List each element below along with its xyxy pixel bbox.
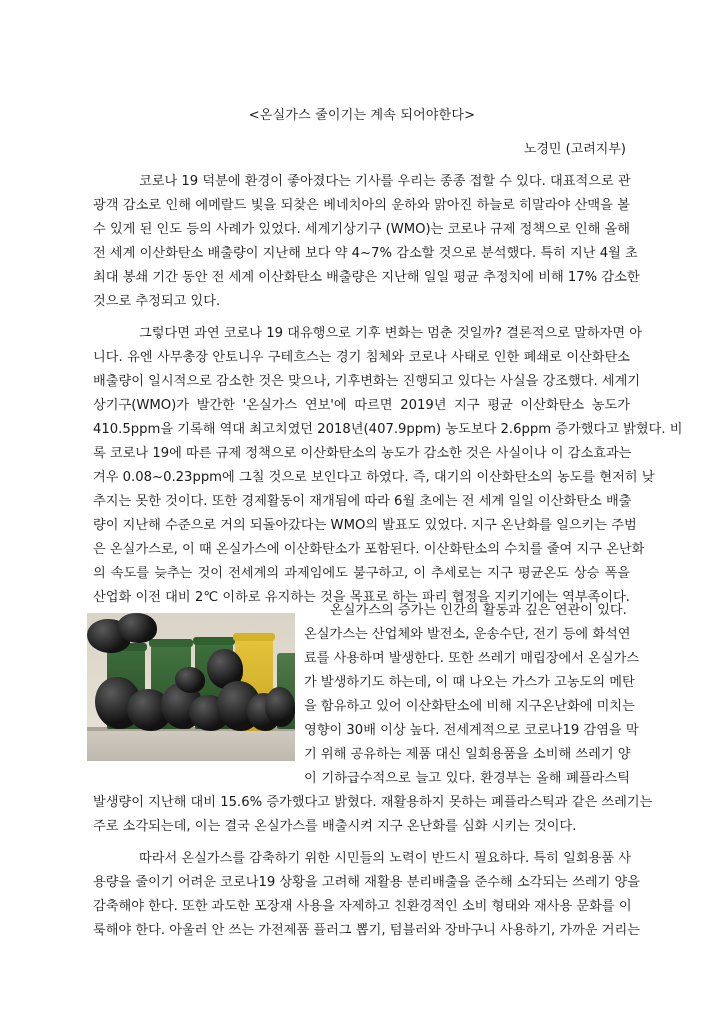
paragraph-4-line: 따라서 온실가스를 감축하기 위한 시민들의 노력이 반드시 필요하다. 특히 일회용품 사 (139, 851, 631, 866)
paragraph-3-line: 영향이 30배 이상 높다. 전세계적으로 코로나19 감염을 막 (304, 723, 639, 738)
paragraph-3-line: 주로 소각되는데, 이는 결국 온실가스를 배출시켜 지구 온난화를 심화 시키는 것이다. (93, 819, 577, 834)
paragraph-1-line: 최대 봉쇄 기간 동안 전 세계 이산화탄소 배출량은 지난해 일일 평균 추정치에 비해 17% 감소한 (93, 270, 640, 285)
paragraph-2-line: 추지는 못한 것이다. 또한 경제활동이 재개됨에 따라 6월 초에는 전 세계 일일 이산화탄소 배출 (93, 494, 632, 509)
paragraph-1-line: 수 있게 된 인도 등의 사례가 있었다. 세계기상기구 (WMO)는 코로나 규제 정책으로 인해 올해 (93, 222, 630, 237)
paragraph-2-line: 록 코로나 19에 따른 규제 정책으로 이산화탄소의 농도가 감소한 것은 사실이나 이 감소효과는 (93, 446, 632, 461)
paragraph-4-line: 용량을 줄이기 어려운 코로나19 상황을 고려해 재활용 분리배출을 준수해 소각되는 쓰레기 양을 (93, 875, 640, 890)
paragraph-1-line: 것으로 추정되고 있다. (93, 294, 221, 309)
paragraph-3-line: 이 기하급수적으로 늘고 있다. 환경부는 올해 폐플라스틱 (304, 771, 630, 786)
paragraph-3-line: 온실가스는 산업체와 발전소, 운송수단, 전기 등에 화석연 (304, 627, 631, 642)
document-title: <온실가스 줄이기는 계속 되어야한다> (248, 108, 476, 123)
paragraph-2-line: 410.5ppm을 기록해 역대 최고치였던 2018년(407.9ppm) 농도보다 2.6ppm 증가했다고 밝혔다. 비 (93, 422, 683, 437)
paragraph-2-line: 량이 지난해 수준으로 거의 되돌아갔다는 WMO의 발표도 있었다. 지구 온난화를 일으키는 주범 (93, 518, 637, 533)
paragraph-1-line: 코로나 19 덕분에 환경이 좋아졌다는 기사를 우리는 종종 접할 수 있다. 대표적으로 관 (139, 174, 631, 189)
paragraph-3-line: 가 발생하기도 하는데, 이 때 나오는 가스가 고농도의 메탄 (304, 675, 635, 690)
paragraph-2-line: 겨우 0.08~0.23ppm에 그칠 것으로 보인다고 하였다. 즉, 대기의 이산화탄소의 농도를 현저히 낮 (93, 470, 655, 485)
paragraph-2-line: 니다. 유엔 사무총장 안토니우 구테흐스는 경기 침체와 코로나 사태로 인한 폐쇄로 이산화탄소 (93, 350, 630, 365)
paragraph-3-line: 기 위해 공유하는 제품 대신 일회용품을 소비해 쓰레기 양 (304, 747, 631, 762)
paragraph-2-line: 의 속도를 늦추는 것이 전세계의 과제임에도 불구하고, 이 추세로는 지구 평균온도 상승 폭을 (93, 566, 630, 581)
garbage-bags-photo (87, 613, 295, 761)
paragraph-1-line: 광객 감소로 인해 에메랄드 빛을 되찾은 베네치아의 운하와 맑아진 하늘로 히말라야 산맥을 볼 (93, 198, 630, 213)
paragraph-2-line: 배출량이 일시적으로 감소한 것은 맞으나, 기후변화는 진행되고 있다는 사실을 강조했다. 세계기 (93, 374, 641, 389)
paragraph-2-line: 상기구(WMO)가 발간한 '온실가스 연보'에 따르면 2019년 지구 평균 이산화탄소 농도가 (93, 398, 630, 413)
paragraph-4-line: 룩해야 한다. 아울러 안 쓰는 가전제품 플러그 뽑기, 텀블러와 장바구니 사용하기, 가까운 거리는 (93, 923, 640, 938)
paragraph-2-line: 그렇다면 과연 코로나 19 대유행으로 기후 변화는 멈춘 것일까? 결론적으로 말하자면 아 (139, 326, 643, 341)
paragraph-1-line: 전 세계 이산화탄소 배출량이 지난해 보다 약 4~7% 감소할 것으로 분석했다. 특히 지난 4월 초 (93, 246, 638, 261)
paragraph-3-line: 발생량이 지난해 대비 15.6% 증가했다고 밝혔다. 재활용하지 못하는 폐플라스틱과 같은 쓰레기는 (93, 795, 653, 810)
paragraph-3-line: 을 함유하고 있어 이산화탄소에 비해 지구온난화에 미치는 (304, 699, 635, 714)
paragraph-4-line: 감축해야 한다. 또한 과도한 포장재 사용을 자제하고 친환경적인 소비 형태와 재사용 문화를 이 (93, 899, 632, 914)
paragraph-2-line: 산업화 이전 대비 2℃ 이하로 유지하는 것을 목표로 하는 파리 협정을 지키기에는 역부족이다. (93, 590, 630, 605)
paragraph-3-line: 료를 사용하며 발생한다. 또한 쓰레기 매립장에서 온실가스 (304, 651, 640, 666)
author-byline: 노경민 (고려지부) (523, 142, 626, 157)
paragraph-2-line: 은 온실가스로, 이 때 온실가스에 이산화탄소가 포함된다. 이산화탄소의 수치를 줄여 지구 온난화 (93, 542, 645, 557)
paragraph-3-line: 온실가스의 증가는 인간의 활동과 깊은 연관이 있다. (330, 603, 627, 618)
